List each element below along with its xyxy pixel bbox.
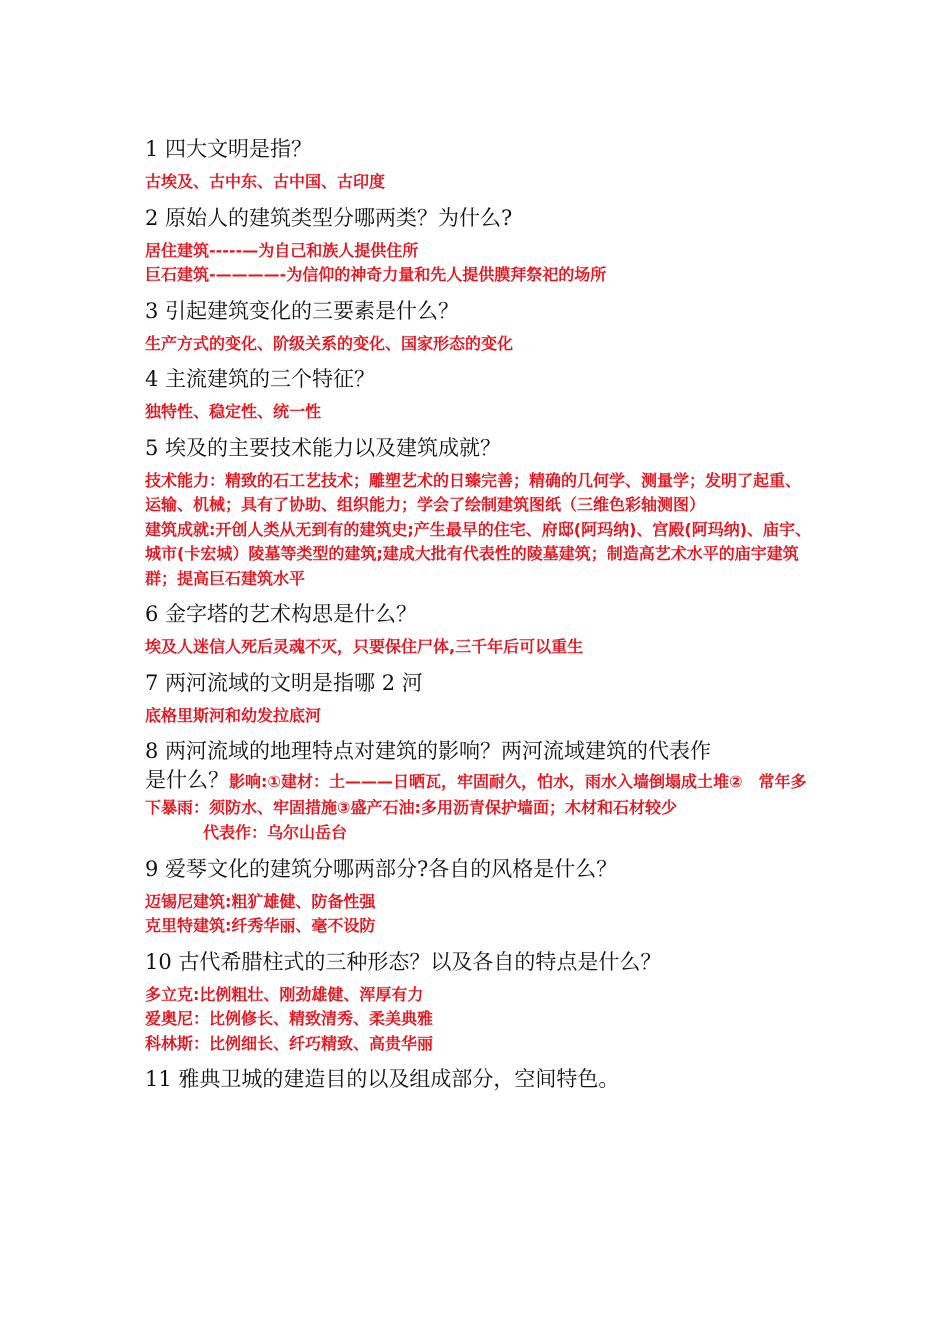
question-2: 2 原始人的建筑类型分哪两类？为什么? [145,205,513,230]
answer-line: 居住建筑-----—为自己和族人提供住所 [145,240,419,260]
answer-line: 埃及人迷信人死后灵魂不灭，只要保住尸体,三千年后可以重生 [145,637,584,656]
answer-8-main: 影响:①建材：土———日晒瓦，牢固耐久，怕水，雨水入墙倒塌成土堆② 常年多下暴雨：须防水、牢固措施③盛产石油:多用沥青保护墙面；木材和石材较少 [145,772,807,817]
question-9: 9 爱琴文化的建筑分哪两部分?各自的风格是什么？ [145,856,618,881]
answer-10 [145,983,815,1057]
answer-paragraph: 建筑成就:开创人类从无到有的建筑史;产生最早的住宅、府邸(阿玛纳)、宫殿(阿玛纳)、庙宇、城市(卡宏城）陵墓等类型的建筑;建成大批有代表性的陵墓建筑；制造高艺术水平的庙宇建筑群；提高巨石建筑水平 [145,519,812,588]
question-8-tail: 是什么？ [145,768,229,792]
question-10: 10 古代希腊柱式的三种形态？以及各自的特点是什么？ [145,949,662,974]
answer-7 [145,704,815,729]
question-5: 5 埃及的主要技术能力以及建筑成就？ [145,435,502,460]
answer-4 [145,400,815,425]
answer-3 [145,332,815,357]
answer-5 [145,469,815,592]
qa-list [145,132,815,1100]
question-11: 11 雅典卫城的建造目的以及组成部分，空间特色。 [145,1067,620,1091]
question-7: 7 两河流域的文明是指哪 2 河 [145,670,423,695]
question-6: 6 金字塔的艺术构思是什么？ [145,602,418,626]
question-4: 4 主流建筑的三个特征？ [145,367,376,391]
answer-1 [145,170,815,195]
answer-line: 独特性、稳定性、统一性 [145,402,322,421]
answer-8 [145,768,815,846]
answer-2 [145,239,815,288]
question-8: 8 两河流域的地理特点对建筑的影响？两河流域建筑的代表作 [145,739,712,763]
answer-line: 巨石建筑-————-为信仰的神奇力量和先人提供膜拜祭祀的场所 [145,265,607,284]
question-1: 1 四大文明是指？ [145,137,313,161]
answer-6 [145,635,815,660]
answer-line: 多立克:比例粗壮、刚劲雄健、浑厚有力 [145,984,424,1004]
answer-line: 迈锡尼建筑:粗犷雄健、防备性强 [145,891,376,911]
answer-line: 克里特建筑:纤秀华丽、毫不设防 [145,916,376,935]
answer-line: 生产方式的变化、阶级关系的变化、国家形态的变化 [145,333,514,353]
answer-line: 底格里斯河和幼发拉底河 [145,705,322,725]
question-3: 3 引起建筑变化的三要素是什么？ [145,298,460,323]
answer-line: 爱奥尼：比例修长、精致清秀、柔美典雅 [145,1009,434,1028]
answer-paragraph: 技术能力：精致的石工艺技术；雕塑艺术的日臻完善；精确的几何学、测量学；发明了起重、运输、机械；具有了协助、组织能力；学会了绘制建筑图纸（三维色彩轴测图） [145,470,802,514]
answer-9 [145,890,815,939]
answer-line: 科林斯：比例细长、纤巧精致、高贵华丽 [145,1033,434,1053]
answer-8-representative: 代表作：乌尔山岳台 [203,823,348,842]
answer-line: 古埃及、古中东、古中国、古印度 [145,172,386,191]
